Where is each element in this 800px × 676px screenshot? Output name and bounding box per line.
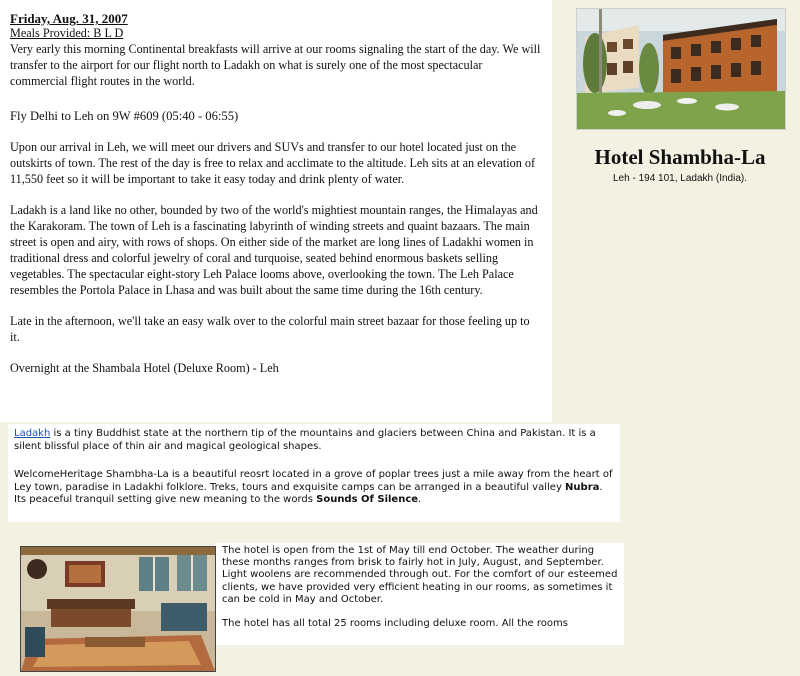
hotel-room-photo <box>20 546 216 672</box>
itinerary-panel <box>0 0 552 422</box>
about-paragraph-ladakh <box>14 428 614 453</box>
meals-provided: Meals Provided: B L D <box>10 26 124 40</box>
about-ladakh-panel <box>8 424 620 522</box>
ladakh-link[interactable]: Ladakh <box>14 428 51 439</box>
itinerary-paragraph-ladakh: Ladakh is a land like no other, bounded by two of the world's mightiest mountain ranges, the Himalayas and the Karakoram. The town of Leh is a fascinating labyrinth of winding streets and quaint bazaars. The main street is open and airy, with rows of shops. On either side of the market are long lines of Ladakhi women in traditional dress and colorful jewelry of coral and turquoise, seated behind enormous baskets selling vegetables. The spectacular eight-story Leh Palace looms above, overlooking the town. The Leh Palace resembles the Portola Palace in Lhasa and was built about the same time during the 16th century. <box>10 203 538 297</box>
itinerary-paragraph-afternoon: Late in the afternoon, we'll take an easy walk over to the colorful main street bazaar for those feeling up to it. <box>10 314 530 344</box>
itinerary-date: Friday, Aug. 31, 2007 <box>10 11 128 26</box>
itinerary-paragraph-arrival: Upon our arrival in Leh, we will meet our drivers and SUVs and transfer to our hotel located just on the outskirts of town. The rest of the day is free to relax and acclimate to the altitude. Leh sits at an elevation of 11,550 feet so it will be important to take it easy today and drink plenty of water. <box>10 140 536 186</box>
sounds-of-silence-label: Sounds Of Silence <box>316 494 419 505</box>
season-paragraph: The hotel is open from the 1st of May till end October. The weather during these months ranges from brisk to fairly hot in July, August, and September. Light woolens are recommended through out. For the comfort of our esteemed clients, we have provided very efficient heating in our rooms, as sometimes it can be cold in May and October. <box>222 545 618 605</box>
season-info-panel <box>216 543 624 645</box>
nubra-label: Nubra <box>565 481 600 493</box>
itinerary-paragraph-departure: Very early this morning Continental breakfasts will arrive at our rooms signaling the start of the day. We will transfer to the airport for our flight north to Ladakh on what is surely one of the most spectacular commercial flight routes in the world. <box>10 42 541 88</box>
resort-text-mid: . Its peaceful tranquil setting give new meaning to the words <box>14 481 603 505</box>
rooms-paragraph: The hotel has all total 25 rooms including deluxe room. All the rooms <box>222 618 568 630</box>
flight-info: Fly Delhi to Leh on 9W #609 (05:40 - 06:55) <box>10 109 239 123</box>
hotel-exterior-photo <box>576 8 786 130</box>
overnight-info: Overnight at the Shambala Hotel (Deluxe Room) - Leh <box>10 361 279 375</box>
about-paragraph-resort <box>14 469 614 507</box>
hotel-address: Leh - 194 101, Ladakh (India). <box>613 173 747 184</box>
hotel-title: Hotel Shambha-La <box>594 145 766 169</box>
about-ladakh-text: is a tiny Buddhist state at the northern tip of the mountains and glaciers between China and Pakistan. It is a silent blissful place of thin air and magical geological shapes. <box>14 428 596 452</box>
resort-text-start: WelcomeHeritage Shambha-La is a beautiful reosrt located in a grove of poplar trees just a mile away from the heart of Ley town, paradise in Ladakhi folklore. Treks, tours and exquisite camps can be arranged in a beautiful valley <box>14 469 613 493</box>
resort-text-end: . <box>418 494 422 505</box>
